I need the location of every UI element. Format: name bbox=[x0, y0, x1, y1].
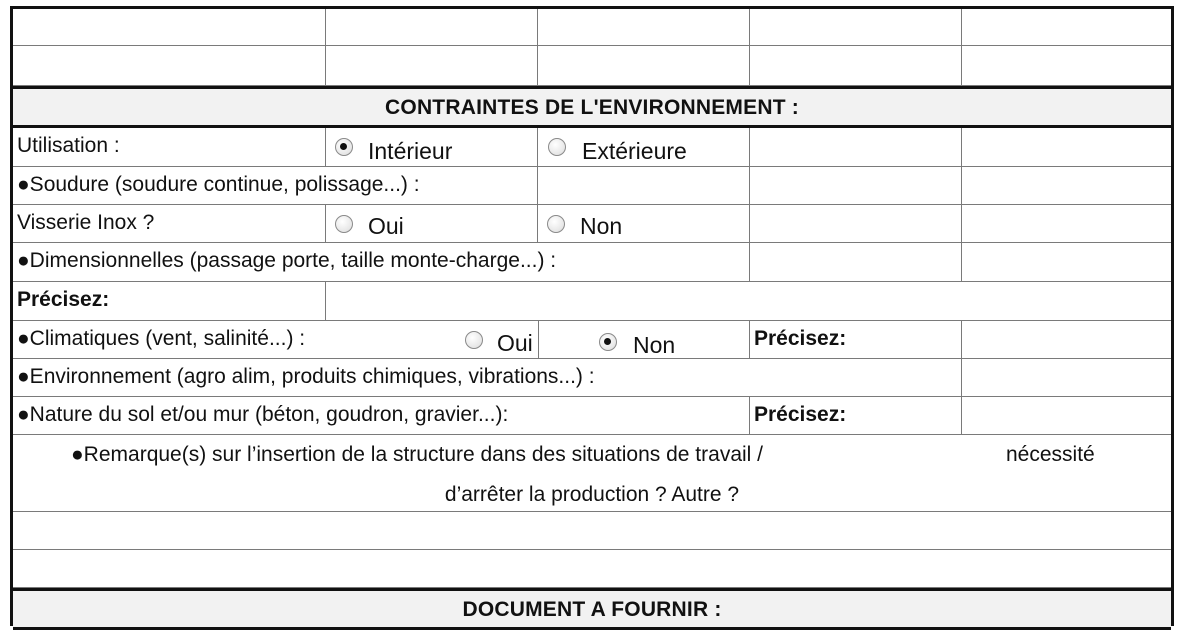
grid-cell[interactable] bbox=[326, 46, 538, 85]
radio-unchecked-icon[interactable] bbox=[547, 215, 565, 233]
remarque-input-row-2[interactable] bbox=[13, 550, 1171, 588]
soudure-input-cell[interactable] bbox=[538, 167, 750, 204]
nature-label-cell bbox=[13, 397, 750, 434]
environnement-label: ●Environnement (agro alim, produits chimiques, vibrations...) : bbox=[17, 365, 595, 388]
nature-precisez-input[interactable] bbox=[962, 397, 1171, 434]
grid-cell[interactable] bbox=[750, 167, 962, 204]
grid-cell[interactable] bbox=[962, 128, 1171, 166]
row-remarque bbox=[13, 435, 1171, 512]
precisez-label: Précisez: bbox=[17, 288, 110, 311]
radio-visserie-non[interactable] bbox=[538, 205, 750, 242]
grid-cell[interactable] bbox=[750, 205, 962, 242]
grid-cell[interactable] bbox=[750, 128, 962, 166]
remarque-line1b: nécessité bbox=[1006, 443, 1095, 466]
row-utilisation bbox=[13, 128, 1171, 167]
remarque-input-row-1[interactable] bbox=[13, 512, 1171, 550]
grid-cell[interactable] bbox=[750, 243, 962, 281]
grid-cell[interactable] bbox=[962, 243, 1171, 281]
radio-label: Extérieure bbox=[582, 138, 687, 164]
environnement-label-cell bbox=[13, 359, 962, 396]
radio-unchecked-icon[interactable] bbox=[548, 138, 566, 156]
form-sheet bbox=[10, 6, 1174, 626]
climatiques-precisez-cell bbox=[750, 321, 962, 358]
nature-precisez-cell bbox=[750, 397, 962, 434]
climatiques-precisez-input[interactable] bbox=[962, 321, 1171, 358]
row-climatiques bbox=[13, 321, 1171, 359]
grid-cell[interactable] bbox=[13, 9, 326, 45]
radio-climatiques-non[interactable] bbox=[538, 321, 750, 358]
radio-interieur[interactable] bbox=[326, 128, 538, 166]
radio-label: Non bbox=[580, 213, 623, 239]
remarque-line1 bbox=[71, 443, 763, 467]
remarque-text: ●Remarque(s) sur l’insertion de la structure dans des situations de travail / bbox=[71, 443, 763, 466]
row-soudure bbox=[13, 167, 1171, 205]
grid-cell[interactable] bbox=[750, 46, 962, 85]
row-dimensionnelles bbox=[13, 243, 1171, 282]
remarque-line2: d’arrêter la production ? Autre ? bbox=[444, 483, 740, 506]
radio-exterieure[interactable] bbox=[538, 128, 750, 166]
dimensionnelles-label: ●Dimensionnelles (passage porte, taille monte-charge...) : bbox=[17, 249, 557, 272]
grid-cell[interactable] bbox=[538, 46, 750, 85]
section-title: CONTRAINTES DE L'ENVIRONNEMENT : bbox=[385, 96, 799, 119]
row-environnement bbox=[13, 359, 1171, 397]
utilisation-label: Utilisation : bbox=[17, 134, 120, 157]
nature-label: ●Nature du sol et/ou mur (béton, goudron, gravier...): bbox=[17, 403, 509, 426]
precisez-input-cell[interactable] bbox=[326, 282, 1171, 320]
visserie-label-cell bbox=[13, 205, 326, 242]
visserie-label: Visserie Inox ? bbox=[17, 211, 155, 234]
radio-checked-icon[interactable] bbox=[335, 138, 353, 156]
radio-label: Intérieur bbox=[368, 138, 453, 164]
grid-cell[interactable] bbox=[962, 167, 1171, 204]
row-visserie bbox=[13, 205, 1171, 243]
grid-cell[interactable] bbox=[750, 9, 962, 45]
environnement-input-cell[interactable] bbox=[962, 359, 1171, 396]
soudure-label: ●Soudure (soudure continue, polissage...) : bbox=[17, 173, 420, 196]
utilisation-label-cell bbox=[13, 128, 326, 166]
row-nature-sol bbox=[13, 397, 1171, 435]
radio-unchecked-icon[interactable] bbox=[335, 215, 353, 233]
climatiques-label-cell bbox=[13, 321, 538, 358]
section-header-document bbox=[13, 588, 1171, 630]
radio-checked-icon[interactable] bbox=[599, 333, 617, 351]
empty-row-2 bbox=[13, 46, 1171, 86]
precisez-label: Précisez: bbox=[754, 403, 847, 426]
grid-cell[interactable] bbox=[962, 46, 1171, 85]
radio-label: Non bbox=[633, 332, 676, 358]
radio-visserie-oui[interactable] bbox=[326, 205, 538, 242]
section-title: DOCUMENT A FOURNIR : bbox=[462, 598, 722, 621]
radio-label: Oui bbox=[368, 213, 404, 239]
row-precisez bbox=[13, 282, 1171, 321]
dimensionnelles-label-cell bbox=[13, 243, 750, 281]
grid-cell[interactable] bbox=[962, 9, 1171, 45]
precisez-label: Précisez: bbox=[754, 327, 847, 350]
grid-cell[interactable] bbox=[538, 9, 750, 45]
empty-row-1 bbox=[13, 9, 1171, 46]
radio-label: Oui bbox=[497, 330, 533, 356]
grid-cell[interactable] bbox=[326, 9, 538, 45]
radio-unchecked-icon[interactable] bbox=[465, 331, 483, 349]
section-header-contraintes bbox=[13, 86, 1171, 128]
grid-cell[interactable] bbox=[962, 205, 1171, 242]
grid-cell[interactable] bbox=[13, 46, 326, 85]
soudure-label-cell bbox=[13, 167, 538, 204]
climatiques-label: ●Climatiques (vent, salinité...) : bbox=[17, 327, 306, 350]
precisez-label-cell bbox=[13, 282, 326, 320]
